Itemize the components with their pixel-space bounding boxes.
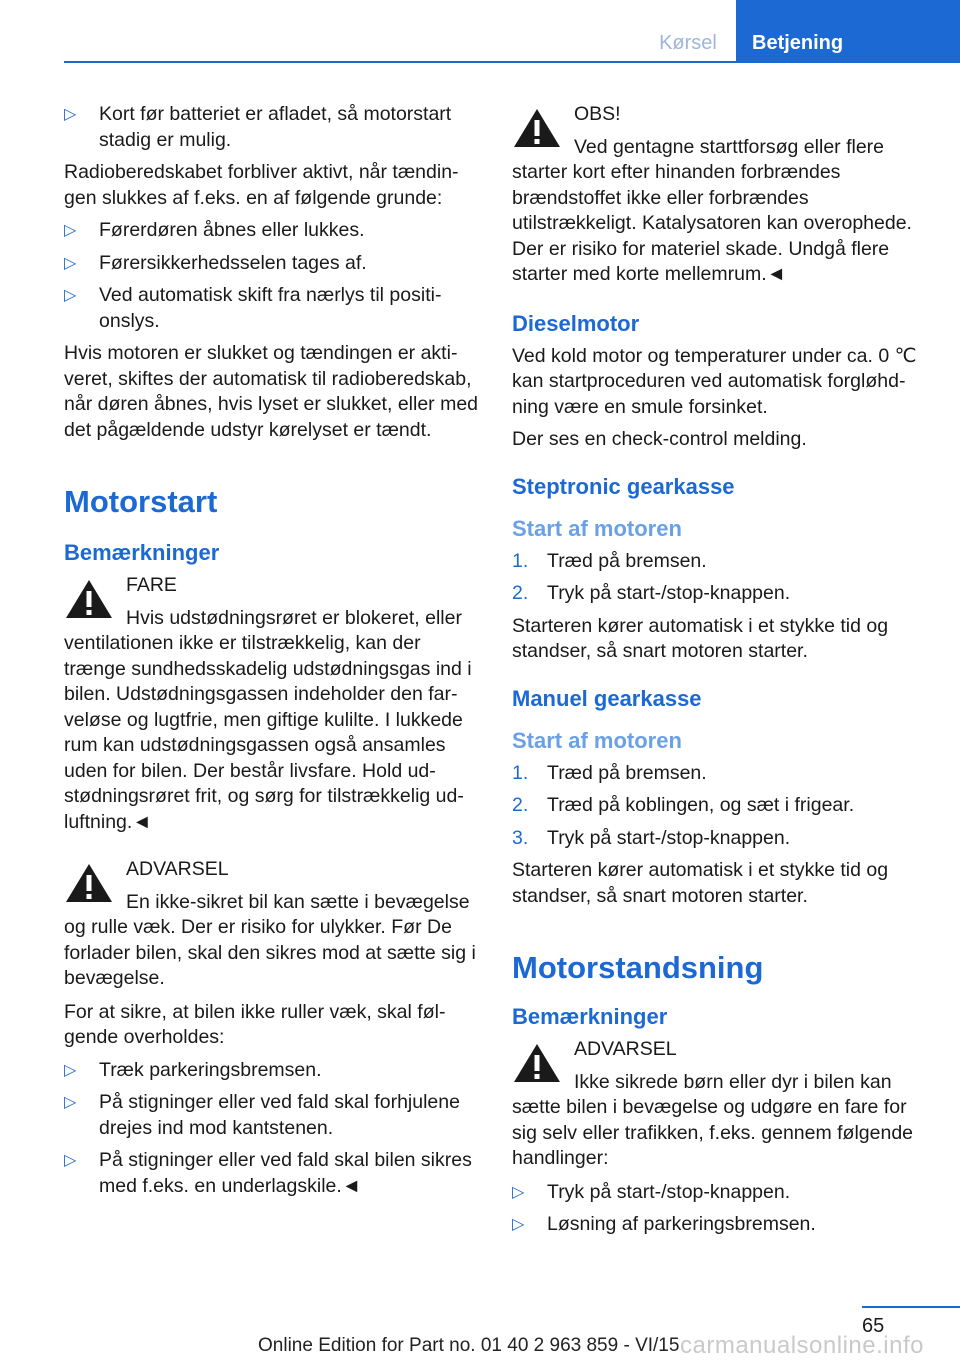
warning-title: OBS!	[574, 103, 621, 125]
heading-manuel-gearkasse: Manuel gearkasse	[512, 685, 702, 711]
bullet-triangle-icon: ▷	[64, 287, 77, 304]
warning-box	[512, 1037, 928, 1172]
edition-text: Online Edition for Part no. 01 40 2 963 859 - VI/15	[258, 1335, 680, 1356]
list-item: ▷ Førersikkerhedsselen tages af.	[64, 251, 480, 277]
paragraph: Hvis motoren er slukket og tændingen er aktiveret, skiftes der automatisk til radioberedskab, når døren åbnes, hvis lyset er slukket, eller med det pågældende udstyr kørelyset er tændt.	[64, 342, 479, 441]
list-item: ▷ Tryk på start-/stop-knappen.	[512, 1180, 928, 1206]
heading-motorstart: Motorstart	[64, 484, 218, 519]
warning-title: ADVARSEL	[126, 858, 229, 880]
list-item: ▷ Kort før batteriet er afladet, så motorstart stadig er mulig.	[64, 103, 452, 151]
watermark: carmanualsonline.info	[680, 1332, 924, 1359]
heading-motorstandsning: Motorstandsning	[512, 950, 764, 985]
heading-bemaerkninger: Bemærkninger	[64, 540, 220, 565]
paragraph: Starteren kører automatisk i et stykke tid og standser, så snart motoren starter.	[512, 859, 889, 907]
bullet-triangle-icon: ▷	[512, 1183, 525, 1201]
left-column	[64, 102, 480, 1206]
paragraph: Starteren kører automatisk i et stykke tid og standser, så snart motoren starter.	[512, 614, 889, 662]
footer-rule	[862, 1306, 960, 1308]
list-item: ▷ Træk parkeringsbremsen.	[64, 1058, 480, 1084]
heading-start-af-motoren: Start af motoren	[512, 727, 682, 753]
paragraph: Radioberedskabet forbliver aktivt, når tændingen slukkes af f.eks. en af følgende grunde:	[64, 161, 459, 209]
list-item: 1. Træd på bremsen.	[512, 549, 707, 572]
list-item: ▷ Løsning af parkeringsbremsen.	[512, 1212, 928, 1238]
page-header	[0, 0, 960, 62]
warning-box	[64, 573, 480, 835]
warning-text: En ikke-sikret bil kan sætte i bevægelse og rulle væk. Der er risiko for ulykker. Før De forlader bilen, skal den sikres mod at sætte sig i bevægelse.	[64, 890, 476, 989]
warning-box	[64, 857, 480, 992]
section-tab-betjening: Betjening	[736, 0, 960, 62]
bullet-triangle-icon: ▷	[512, 1216, 525, 1233]
bullet-triangle-icon: ▷	[64, 254, 77, 272]
list-item: 2. Træd på koblingen, og sæt i frigear.	[512, 794, 855, 816]
section-tab-korsel: Kørsel	[659, 32, 717, 54]
bullet-triangle-icon: ▷	[64, 1094, 77, 1111]
header-rule	[64, 61, 960, 63]
list-item: ▷ Førerdøren åbnes eller lukkes.	[64, 218, 480, 244]
list-item: ▷ På stigninger eller ved fald skal bilen sikres med f.eks. en underlagskile.◄	[64, 1149, 472, 1197]
page-number: 65	[862, 1315, 885, 1337]
warning-text: Ved gentagne starttforsøg eller flere starter kort efter hinanden forbrændes brændstoffet ikke eller forbrændes utilstrækkeligt. Katalysatoren kan overophede. Der er risiko for materiel skade. Undgå flere starter med korte mellemrum.◄	[512, 135, 912, 285]
list-item: ▷ På stigninger eller ved fald skal forhjulene drejes ind mod kantstenen.	[64, 1091, 460, 1139]
bullet-triangle-icon: ▷	[64, 222, 77, 239]
warning-triangle-icon	[512, 106, 562, 150]
warning-title: ADVARSEL	[574, 1038, 677, 1060]
bullet-triangle-icon: ▷	[64, 106, 77, 123]
warning-text: Hvis udstødningsrøret er blokeret, eller ventilationen ikke er tilstrækkelig, kan der trænge sundhedsskadelig udstødningsgas ind i bilen. Udstødningsgassen indeholder den farveløse og lugtfrie, men giftige kulilte. I lukkede rum kan udstødningsgassen også ansamles uden for bilen. Der består livsfare. Hold udstødningsrøret frit, og sørg for tilstrækkelig udluftning.◄	[64, 606, 472, 833]
list-item: 3. Tryk på start-/stop-knappen.	[512, 826, 791, 849]
warning-triangle-icon	[64, 577, 114, 621]
warning-triangle-icon	[512, 1041, 562, 1085]
list-item: 1. Træd på bremsen.	[512, 761, 707, 784]
bullet-triangle-icon: ▷	[64, 1152, 77, 1169]
heading-start-af-motoren: Start af motoren	[512, 515, 682, 541]
list-item: 2. Tryk på start-/stop-knappen.	[512, 582, 791, 604]
warning-triangle-icon	[64, 861, 114, 905]
paragraph: Ved kold motor og temperaturer under ca. 0 ℃ kan startproceduren ved automatisk forgløhdning være en smule forsinket.	[512, 344, 917, 418]
paragraph: For at sikre, at bilen ikke ruller væk, skal følgende overholdes:	[64, 1000, 446, 1048]
heading-bemaerkninger: Bemærkninger	[512, 1004, 668, 1029]
heading-steptronic: Steptronic gearkasse	[512, 473, 735, 499]
paragraph: Der ses en check-control melding.	[512, 428, 807, 450]
warning-box	[512, 102, 928, 288]
right-column	[512, 102, 928, 1245]
warning-title: FARE	[126, 574, 177, 596]
heading-dieselmotor: Dieselmotor	[512, 310, 640, 336]
list-item: ▷ Ved automatisk skift fra nærlys til positionslys.	[64, 284, 442, 332]
warning-text: Ikke sikrede børn eller dyr i bilen kan sætte bilen i bevægelse og udgøre en fare for sig selv eller trafikken, f.eks. gennem følgende handlinger:	[512, 1070, 914, 1169]
bullet-triangle-icon: ▷	[64, 1061, 77, 1079]
